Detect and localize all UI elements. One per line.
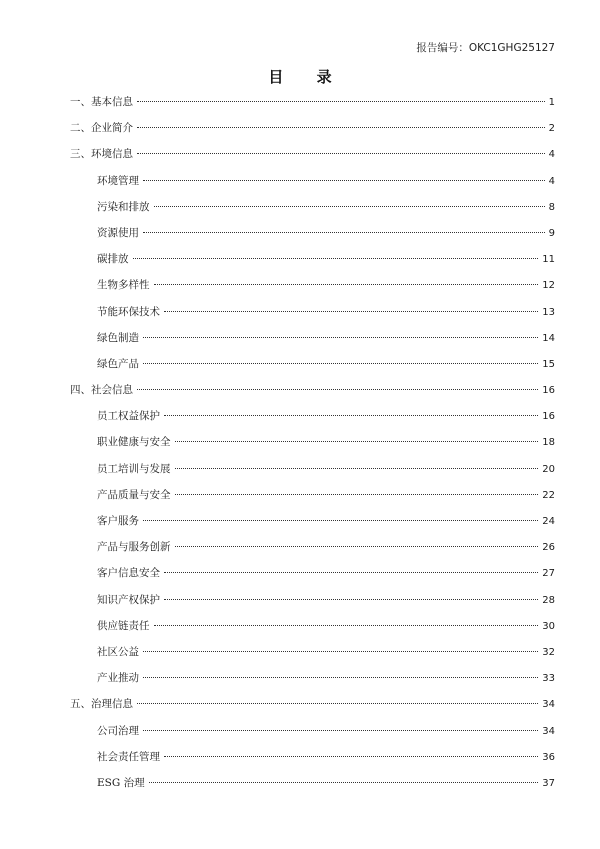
toc-leader-dots [143,180,545,181]
toc-entry-page-number: 32 [542,646,555,658]
toc-entry[interactable] [70,92,555,118]
toc-entry-label: 生物多样性 [97,279,150,292]
toc-entry-page-number: 16 [542,411,555,423]
toc-leader-dots [143,363,538,364]
toc-leader-dots [143,520,538,521]
toc-entry-page-number: 4 [548,175,555,187]
toc-leader-dots [137,389,538,390]
toc-entry-label: 四、社会信息 [70,384,133,397]
toc-entry-page-number: 18 [542,437,555,449]
toc-entry[interactable] [70,459,555,485]
toc-leader-dots [164,599,538,600]
toc-entry-page-number: 14 [542,332,555,344]
toc-leader-dots [164,572,538,573]
toc-entry-label: 产品质量与安全 [97,488,171,501]
toc-entry[interactable] [70,354,555,380]
toc-entry-page-number: 16 [542,385,555,397]
toc-entry[interactable] [70,694,555,720]
toc-entry[interactable] [70,171,555,197]
toc-entry-label: 社会责任管理 [97,750,160,763]
toc-entry-label: 产业推动 [97,672,139,685]
toc-entry-label: 碳排放 [97,253,129,266]
toc-entry-label: 客户服务 [97,515,139,527]
toc-leader-dots [154,284,539,285]
toc-leader-dots [143,337,538,338]
toc-entry-page-number: 26 [542,542,555,554]
table-of-contents [70,92,555,799]
toc-entry[interactable] [70,747,555,773]
toc-leader-dots [175,494,539,495]
toc-entry-label: 二、企业简介 [70,122,133,135]
toc-entry-page-number: 11 [542,254,555,266]
toc-entry-page-number: 4 [548,149,555,161]
toc-entry-label: 职业健康与安全 [97,436,171,449]
toc-leader-dots [133,258,539,259]
toc-entry[interactable] [70,616,555,642]
toc-entry[interactable] [70,380,555,406]
toc-leader-dots [137,101,545,102]
toc-entry-page-number: 33 [542,673,555,685]
toc-entry-page-number: 2 [548,123,555,135]
toc-entry-page-number: 28 [542,594,555,606]
toc-entry-label: 产品与服务创新 [97,541,171,554]
toc-entry-label: 五、治理信息 [70,698,133,711]
toc-entry-page-number: 20 [542,463,555,475]
toc-entry-label: 员工培训与发展 [97,462,171,475]
toc-entry[interactable] [70,642,555,668]
toc-entry-page-number: 22 [542,489,555,501]
toc-entry-label: 员工权益保护 [97,410,160,423]
toc-entry-label: 环境管理 [97,174,139,187]
toc-entry[interactable] [70,118,555,144]
toc-entry-page-number: 34 [542,699,555,711]
toc-leader-dots [164,311,538,312]
toc-entry[interactable] [70,511,555,537]
toc-leader-dots [175,546,539,547]
toc-leader-dots [154,625,539,626]
toc-entry[interactable] [70,249,555,275]
toc-entry-page-number: 13 [542,306,555,318]
toc-entry-page-number: 8 [548,201,555,213]
toc-entry-label: 资源使用 [97,226,139,239]
toc-leader-dots [154,206,545,207]
toc-entry-label: 绿色制造 [97,331,139,344]
toc-entry-page-number: 12 [542,280,555,292]
toc-entry-label: 三、环境信息 [70,148,133,161]
toc-leader-dots [137,703,538,704]
toc-entry-page-number: 30 [542,620,555,632]
report-number: 报告编号：OKC1GHG25127 [416,42,555,54]
toc-entry-page-number: 34 [542,725,555,737]
toc-entry-page-number: 9 [548,227,555,239]
toc-entry[interactable] [70,773,555,799]
toc-entry-page-number: 24 [542,516,555,527]
toc-entry-label: 节能环保技术 [97,305,160,318]
toc-entry[interactable] [70,223,555,249]
toc-entry[interactable] [70,563,555,589]
toc-leader-dots [143,232,545,233]
toc-entry[interactable] [70,302,555,328]
toc-entry-label: 污染和排放 [97,200,150,213]
toc-entry[interactable] [70,406,555,432]
toc-leader-dots [149,782,539,783]
toc-leader-dots [175,468,539,469]
toc-entry-page-number: 37 [542,777,555,789]
toc-entry[interactable] [70,144,555,170]
toc-entry[interactable] [70,197,555,223]
page-title: 目 录 [268,68,346,86]
toc-entry[interactable] [70,590,555,616]
toc-entry-label: 客户信息安全 [97,567,160,580]
toc-entry[interactable] [70,328,555,354]
toc-entry-label: ESG 治理 [97,776,145,789]
toc-leader-dots [164,756,538,757]
toc-leader-dots [175,441,539,442]
toc-entry-label: 一、基本信息 [70,96,133,108]
toc-entry[interactable] [70,485,555,511]
toc-entry-page-number: 15 [542,358,555,370]
toc-entry-label: 供应链责任 [97,619,150,632]
toc-leader-dots [143,651,538,652]
toc-entry[interactable] [70,432,555,458]
toc-entry-page-number: 27 [542,568,555,580]
toc-entry-page-number: 36 [542,751,555,763]
toc-leader-dots [143,730,538,731]
toc-entry[interactable] [70,721,555,747]
toc-entry-label: 知识产权保护 [97,593,160,606]
toc-entry-label: 绿色产品 [97,357,139,370]
toc-entry-label: 公司治理 [97,724,139,737]
toc-leader-dots [137,153,545,154]
toc-leader-dots [143,677,538,678]
toc-leader-dots [137,127,545,128]
toc-entry[interactable] [70,668,555,694]
toc-entry-page-number: 1 [548,97,555,108]
toc-entry-label: 社区公益 [97,645,139,658]
toc-entry[interactable] [70,537,555,563]
toc-entry[interactable] [70,275,555,301]
toc-leader-dots [164,415,538,416]
